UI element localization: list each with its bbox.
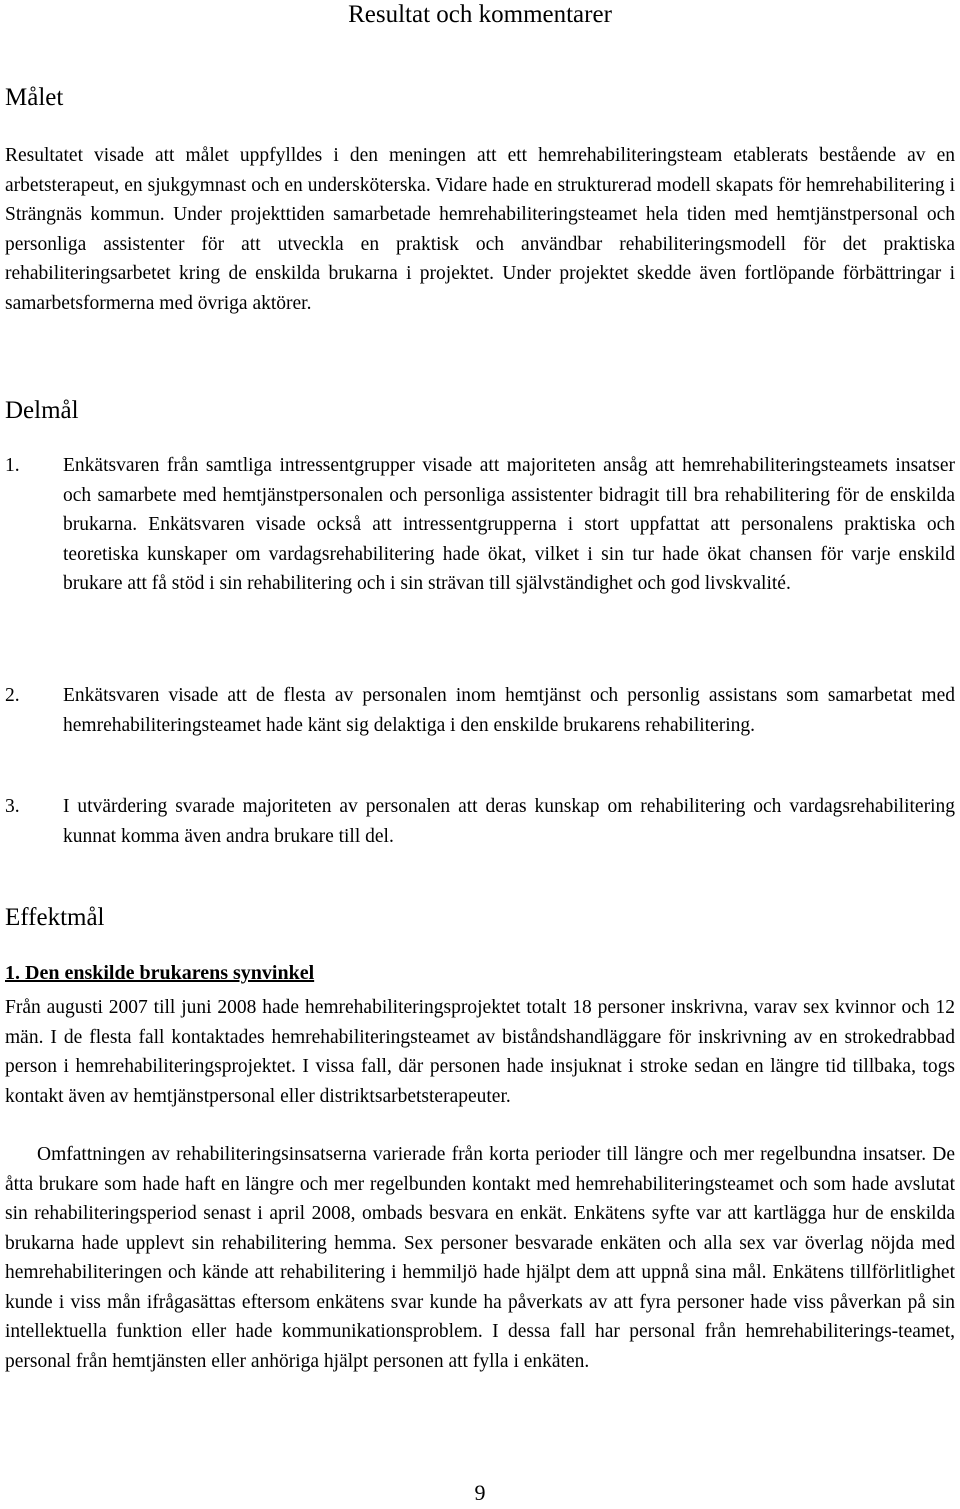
page-title: Resultat och kommentarer	[348, 1, 612, 28]
list-number: 1.	[5, 455, 20, 476]
list-item	[5, 451, 955, 599]
paragraph-malet: Resultatet visade att målet uppfylldes i den meningen att ett hemrehabiliteringsteam etablerats bestående av en arbetsterapeut, en sjukgymnast och en undersköterska. Vidare hade en strukturerad modell skapats för hemrehabilitering i Strängnäs kommun. Under projekttiden samarbetade hemrehabiliteringsteamet hela tiden med hemtjänstpersonal och personliga assistenter för att utveckla en praktisk och användbar rehabiliteringsmodell för det praktiska rehabiliteringsarbetet kring de enskilda brukarna i projektet. Under projektet skedde även fortlöpande förbättringar i samarbetsformerna med övriga aktörer.	[5, 145, 955, 314]
page-number: 9	[474, 1480, 486, 1505]
heading-effektmal: Effektmål	[5, 904, 105, 931]
list-item	[5, 792, 955, 851]
list-text: Enkätsvaren från samtliga intressentgrupper visade att majoriteten ansåg att hemrehabiliteringsteamets insatser och samarbete med hemtjänstpersonalen och personliga assistenter bidragit till bra rehabilitering för de enskilda brukarna. Enkätsvaren visade också att intressentgrupperna i stort uppfattat att personalens praktiska och teoretiska kunskaper om vardagsrehabilitering hade ökat, vilket i sin tur hade ökat chansen för varje enskild brukare att få stöd i sin rehabilitering och i sin strävan till självständighet och god livskvalité.	[63, 455, 955, 594]
list-text: Enkätsvaren visade att de flesta av personalen inom hemtjänst och personlig assistans som samarbetat med hemrehabiliteringsteamet hade känt sig delaktiga i den enskilde brukarens rehabilitering.	[63, 685, 955, 736]
subheading-brukarens-synvinkel: 1. Den enskilde brukarens synvinkel	[5, 962, 315, 984]
heading-malet: Målet	[5, 84, 64, 111]
paragraph-effektmal-2: Omfattningen av rehabiliteringsinsatserna varierade från korta perioder till längre och mer regelbundna insatser. De åtta brukare som hade haft en längre och mer regelbunden kontakt med hemrehabiliteringsteamet och som hade avslutat sin rehabiliteringsperiod senast i april 2008, ombads besvara en enkät. Enkätens syfte var att kartlägga hur de enskilda brukarna hade upplevt sin rehabilitering hemma. Sex personer besvarade enkäten och alla sex var överlag nöjda med hemrehabiliteringen och kände att rehabilitering i hemmiljö hade hjälpt dem att uppnå sina mål. Enkätens tillförlitlighet kunde i viss mån ifrågasättas eftersom enkätens svar kunde ha påverkats av att fyra personer hade viss påverkan på sin intellektuella funktion eller hade kommunikationsproblem. I dessa fall har personal från hemrehabiliterings-teamet, personal från hemtjänsten eller anhöriga hjälpt personen att fylla i enkäten.	[5, 1144, 955, 1372]
list-number: 2.	[5, 685, 20, 706]
heading-delmal: Delmål	[5, 397, 79, 424]
list-number: 3.	[5, 796, 20, 817]
paragraph-effektmal-1: Från augusti 2007 till juni 2008 hade hemrehabiliteringsprojektet totalt 18 personer inskrivna, varav sex kvinnor och 12 män. I de flesta fall kontaktades hemrehabiliteringsteamet av biståndshandläggare för inskrivning av en strokedrabbad person i hemrehabiliteringsprojektet. I vissa fall, där personen hade insjuknat i stroke sedan en längre tid tillbaka, togs kontakt även av hemtjänstpersonal eller distriktsarbetsterapeuter.	[5, 997, 955, 1107]
list-text: I utvärdering svarade majoriteten av personalen att deras kunskap om rehabilitering och vardagsrehabilitering kunnat komma även andra brukare till del.	[63, 796, 955, 847]
list-item	[5, 681, 955, 740]
